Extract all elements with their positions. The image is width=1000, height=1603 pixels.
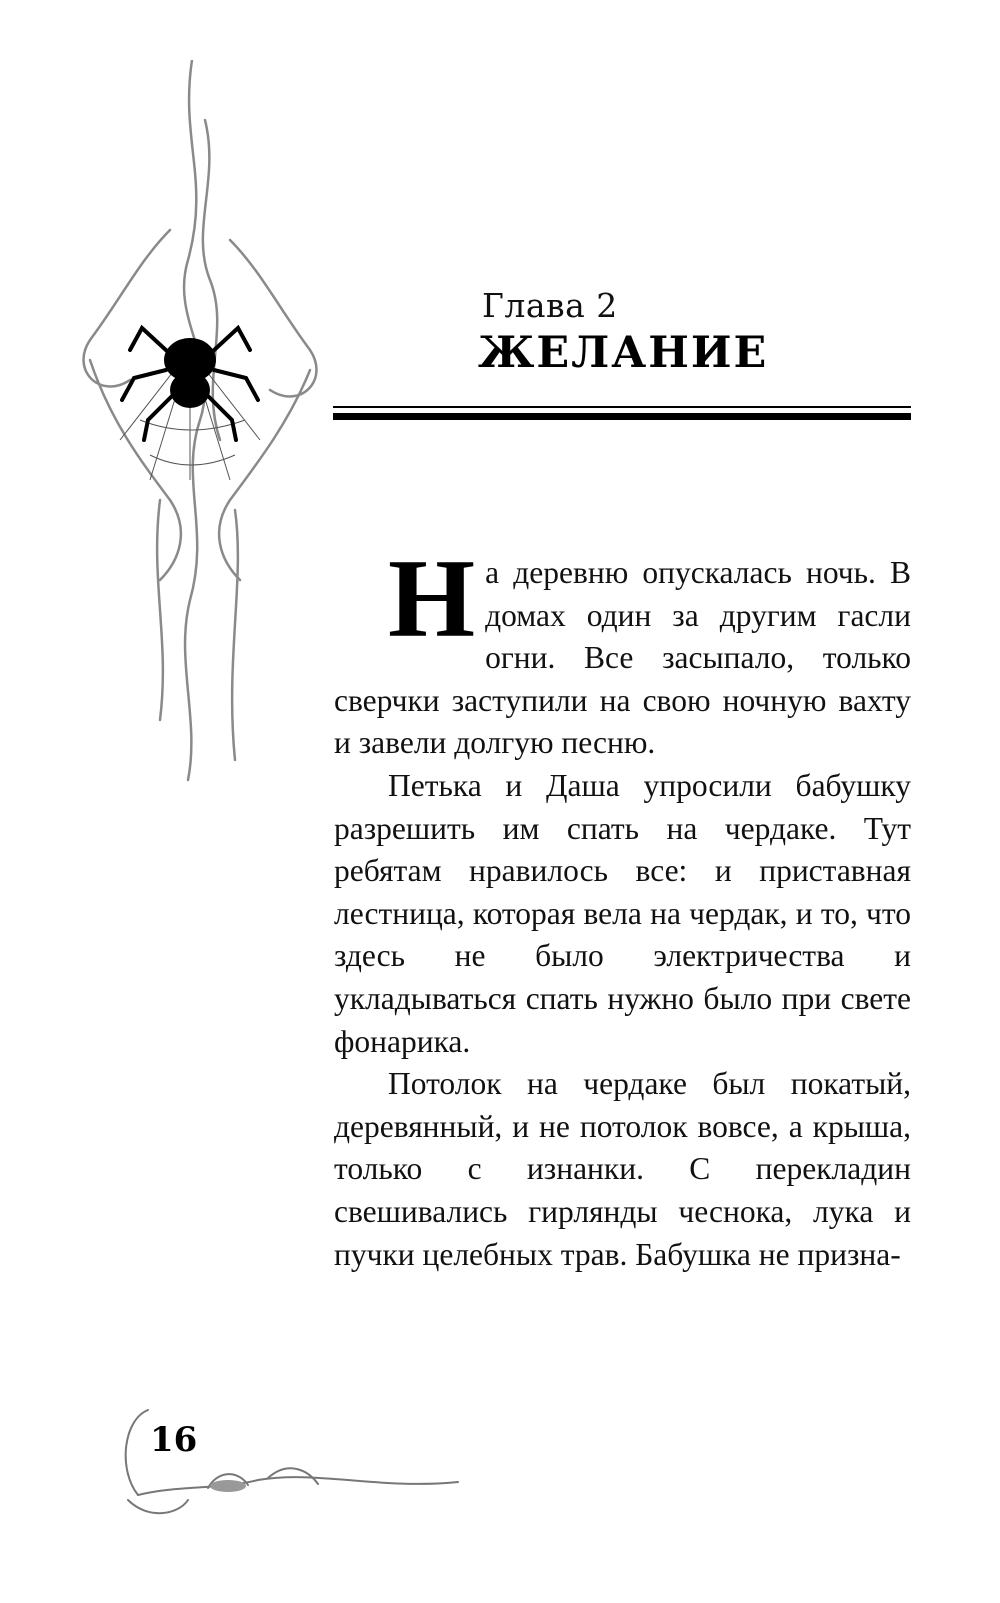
divider-thick xyxy=(333,413,911,420)
divider-thin xyxy=(333,406,911,408)
page-number: 16 xyxy=(150,1420,198,1460)
chapter-label: Глава 2 xyxy=(482,286,618,325)
paragraph-1: На деревню опускалась ночь. В домах один за другим гасли огни. Все засыпало, только сверчки заступили на свою ночную вахту и завели долгую песню. xyxy=(334,537,911,761)
paragraph-2: Петька и Даша упросили бабушку разрешить им спать на чердаке. Тут ребятам нравилось все: и приставная лестница, которая вела на чердак, и то, что здесь не было электричества и укладываться спать нужно было при свете фонарика. xyxy=(334,767,911,1059)
paragraph-3: Потолок на чердаке был покатый, деревянный, и не потолок вовсе, а крыша, только с изнанки. С перекладин свешивались гирлянды чеснока, лука и пучки целебных трав. Бабушка не призна- xyxy=(334,1066,911,1272)
drop-cap: Н xyxy=(388,537,476,661)
chapter-title: ЖЕЛАНИЕ xyxy=(478,328,769,378)
chapter-body xyxy=(334,537,911,1276)
spider-web-smoke-icon xyxy=(60,60,340,820)
